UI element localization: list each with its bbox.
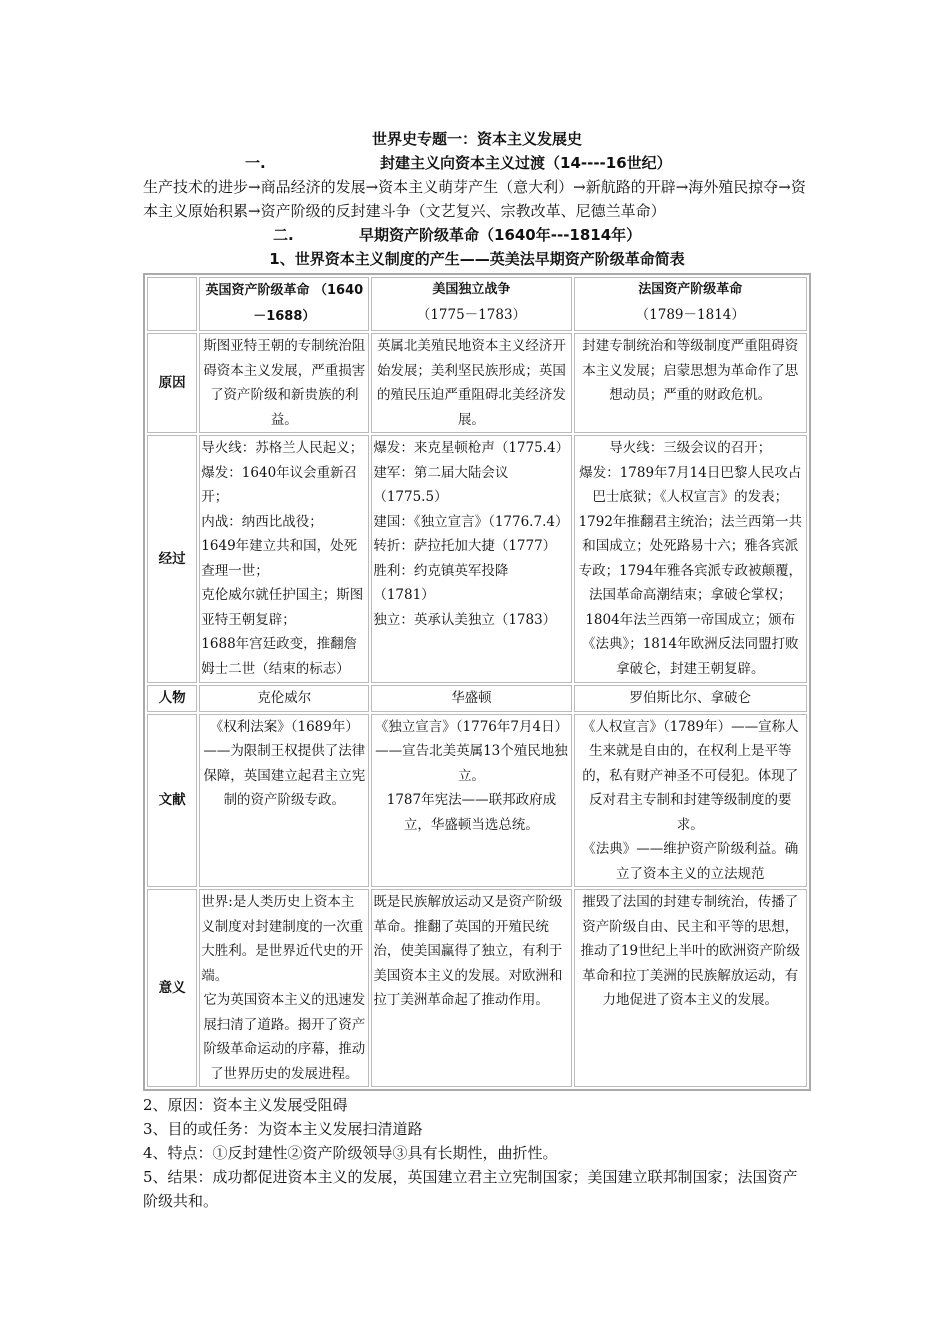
cell-meaning-france: 摧毁了法国的封建专制统治，传播了资产阶级自由、民主和平等的思想，推动了19世纪上半叶的欧洲资产阶级革命和拉丁美洲的民族解放运动，有力地促进了资本主义的发展。 (574, 889, 807, 1087)
cell-person-usa: 华盛顿 (371, 685, 571, 712)
cell-cause-france: 封建专制统治和等级制度严重阻碍资本主义发展；启蒙思想为革命作了思想动员；严重的财政危机。 (574, 333, 807, 433)
section-1-number: 一. (245, 154, 266, 172)
meaning-england-world: 世界:是人类历史上资本主义制度对封建制度的一次重大胜利。是世界近代史的开端。 (201, 894, 364, 984)
cell-meaning-usa: 既是民族解放运动又是资产阶级革命。推翻了英国的开殖民统治，使美国赢得了独立，有利于美国资本主义的发展。对欧洲和拉丁美洲革命起了推动作用。 (371, 889, 571, 1087)
cell-cause-england: 斯图亚特王朝的专制统治阻碍资本主义发展，严重损害了资产阶级和新贵族的利益。 (199, 333, 369, 433)
revolution-table (143, 273, 811, 1091)
section-1-text: 生产技术的进步→商品经济的发展→资本主义萌芽产生（意大利）→新航路的开辟→海外殖民掠夺→资本主义原始积累→资产阶级的反封建斗争（文艺复兴、宗教改革、尼德兰革命） (143, 178, 806, 220)
meaning-england-local: 它为英国资本主义的迅速发展扫清了道路。揭开了资产阶级革命运动的序幕，推动了世界历史的发展进程。 (203, 992, 366, 1082)
cell-doc-usa (371, 714, 571, 888)
section-2-heading (143, 223, 811, 247)
row-header-course: 经过 (147, 435, 197, 683)
table-row (147, 333, 807, 433)
cell-course-england: 导火线：苏格兰人民起义； 爆发：1640年议会重新召开； 内战：纳西比战役； 1649年建立共和国，处死查理一世； 克伦威尔就任护国主；斯图亚特王朝复辟； 1688年宫廷政变，推翻詹姆士二世（结束的标志） (199, 435, 369, 683)
note-features: 4、特点：①反封建性②资产阶级领导③具有长期性，曲折性。 (143, 1144, 558, 1162)
cell-course-usa: 爆发：来克星顿枪声（1775.4） 建军：第二届大陆会议（1775.5） 建国：《独立宣言》（1776.7.4） 转折：萨拉托加大捷（1777） 胜利：约克镇英军投降（1781） 独立：英承认美独立（1783） (371, 435, 571, 683)
cell-doc-england: 《权利法案》（1689年）——为限制王权提供了法律保障，英国建立起君主立宪制的资产阶级专政。 (199, 714, 369, 888)
col-header-france: 法国资产阶级革命 （1789－1814） (574, 277, 807, 331)
row-header-cause: 原因 (147, 333, 197, 433)
row-header-person: 人物 (147, 685, 197, 712)
cell-cause-usa: 英属北美殖民地资本主义经济开始发展；美利坚民族形成；英国的殖民压迫严重阻碍北美经济发展。 (371, 333, 571, 433)
row-header-documents: 文献 (147, 714, 197, 888)
cell-person-france: 罗伯斯比尔、拿破仑 (574, 685, 807, 712)
section-1-heading (143, 151, 811, 175)
col-header-england: 英国资产阶级革命 （1640－1688） (199, 277, 369, 331)
note-purpose: 3、目的或任务：为资本主义发展扫清道路 (143, 1120, 423, 1138)
course-france-events: 爆发：1789年7月14日巴黎人民攻占巴士底狱；《人权宣言》的发表；1792年推翻君主统治；法兰西第一共和国成立；处死路易十六；雅各宾派专政；1794年雅各宾派专政被颠覆，法国革命高潮结束；拿破仑掌权；1804年法兰西第一帝国成立；颁布《法典》；1814年欧洲反法同盟打败拿破仑，封建王朝复辟。 (578, 464, 802, 677)
cell-course-france (574, 435, 807, 683)
note-result: 5、结果：成功都促进资本主义的发展，英国建立君主立宪制国家；美国建立联邦制国家；法国资产阶级共和。 (143, 1168, 798, 1210)
section-1-title: 封建主义向资本主义过渡（14----16世纪） (380, 154, 672, 172)
table-header-row (147, 277, 807, 331)
document-page (143, 120, 811, 1213)
corner-cell (147, 277, 197, 331)
course-france-fuse: 导火线：三级会议的召开； (609, 440, 772, 456)
table-row (147, 714, 807, 888)
row-header-meaning: 意义 (147, 889, 197, 1087)
notes (143, 1093, 811, 1213)
table-row (147, 435, 807, 683)
section-2-number: 二. (273, 226, 294, 244)
table-row (147, 889, 807, 1087)
note-cause: 2、原因：资本主义发展受阻碍 (143, 1096, 348, 1114)
cell-person-england: 克伦威尔 (199, 685, 369, 712)
doc-title: 世界史专题一：资本主义发展史 (371, 130, 582, 148)
table-row (147, 685, 807, 712)
cell-doc-france (574, 714, 807, 888)
doc-france-rights: 《人权宣言》（1789年）——宣称人生来就是自由的，在权利上是平等的，私有财产神圣不可侵犯。体现了反对君主专制和封建等级制度的要求。 (581, 718, 799, 833)
subsection-title: 1、世界资本主义制度的产生——英美法早期资产阶级革命简表 (269, 250, 685, 268)
col-header-usa: 美国独立战争 （1775－1783） (371, 277, 571, 331)
cell-meaning-england (199, 889, 369, 1087)
doc-usa-declaration: 《独立宣言》（1776年7月4日）——宣告北美英属13个殖民地独立。 (374, 718, 569, 784)
section-2-title: 早期资产阶级革命（1640年---1814年） (359, 226, 642, 244)
doc-france-code: 《法典》——维护资产阶级利益。确立了资本主义的立法规范 (582, 841, 799, 882)
doc-usa-constitution: 1787年宪法——联邦政府成立，华盛顿当选总统。 (386, 792, 557, 833)
